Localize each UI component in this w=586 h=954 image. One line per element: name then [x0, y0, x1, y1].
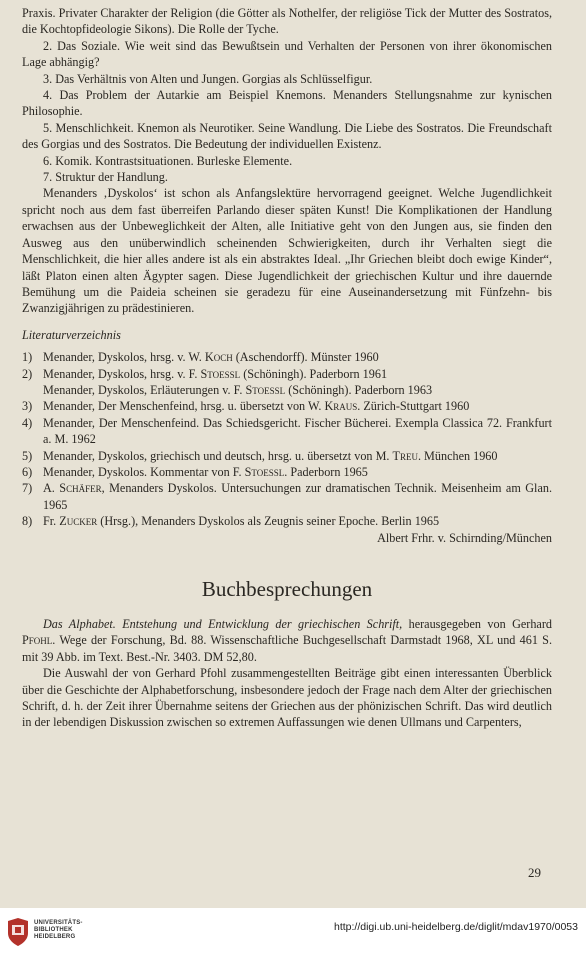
outline-item: 6. Komik. Kontrastsituationen. Burleske Elemente. — [43, 153, 293, 168]
literature-heading: Literaturverzeichnis — [22, 327, 121, 342]
literature-entry: 6) Menander, Dyskolos. Kommentar von F. Stoessl. Paderborn 1965 — [22, 464, 368, 479]
literature-list — [22, 349, 552, 529]
literature-entry: Menander, Dyskolos, Erläuterungen v. F. Stoessl (Schöningh). Paderborn 1963 — [43, 382, 433, 397]
literature-entry: 3) Menander, Der Menschenfeind, hrsg. u. übersetzt von W. Kraus. Zürich-Stuttgart 1960 — [22, 399, 470, 414]
outline-item: 4. Das Problem der Autarkie am Beispiel Knemons. Menanders Stellungsnahme zur kynischen Philosophie. — [22, 88, 552, 119]
library-name: UNIVERSITÄTS- BIBLIOTHEK HEIDELBERG — [34, 920, 83, 940]
literature-entry: 4) Menander, Der Menschenfeind. Das Schiedsgericht. Fischer Bücherei. Exempla Classica 72. Frankfurt a. M. 1962 — [22, 415, 552, 447]
author-signature: Albert Frhr. v. Schirnding/München — [377, 530, 552, 545]
literature-entry: 8) Fr. Zucker (Hrsg.), Menanders Dyskolos als Zeugnis seiner Epoche. Berlin 1965 — [22, 514, 440, 529]
outline-item: 5. Menschlichkeit. Knemon als Neurotiker. Seine Wandlung. Die Liebe des Sostratos. Die Freundschaft des Gorgias und des Sostratos. Die Bedeutung der individuellen Existenz. — [22, 120, 552, 152]
library-logo-icon — [6, 917, 30, 947]
outline-item: 3. Das Verhältnis von Alten und Jungen. Gorgias als Schlüsselfigur. — [43, 71, 373, 86]
page-text — [22, 5, 552, 731]
literature-entry: 7) A. Schäfer, Menanders Dyskolos. Untersuchungen zur dramatischen Technik. Meisenheim am Glan. 1965 — [22, 481, 552, 512]
literature-entry: 2) Menander, Dyskolos, hrsg. v. F. Stoessl (Schöningh). Paderborn 1961 — [22, 366, 388, 381]
outline-item: 7. Struktur der Handlung. — [43, 170, 168, 185]
section-heading: Buchbesprechungen — [201, 577, 373, 601]
outline-item: 2. Das Soziale. Wie weit sind das Bewußtsein und Verhalten der Personen von ihrer ökonomischen Lage abhängig? — [22, 38, 552, 70]
review-citation: Das Alphabet. Entstehung und Entwicklung der griechischen Schrift, herausgegeben von Gerhard Pfohl. Wege der Forschung, Bd. 88. Wissenschaftliche Buchgesellschaft Darmstadt 1968, XL und 461 S. mit 39 Abb. im Text. Best.-Nr. 3403. DM 52,80. — [22, 617, 552, 664]
review-body: Die Auswahl der von Gerhard Pfohl zusammengestellten Beiträge gibt einen interessanten Überblick über die Geschichte der Alphabetforschung, insbesondere jedoch der Frage nach dem Alter der griechischen Schrift, d. h. der Zeit ihrer Übernahme seitens der Griechen aus der phönizischen Schrift. Das wird deutlich in der lebendigen Diskussion zwischen so extremen Auffassungen wie denen Ullmans und Carpenters, — [22, 666, 552, 730]
closing-paragraph: Menanders ‚Dyskolos‘ ist schon als Anfangslektüre hervorragend geeignet. Welche Jugendlichkeit spricht noch aus dem fast überreifen Parlando dieser späten Kunst! Die Komplikationen der Handlung erwachsen aus der Unbeweglichkeit der Alten, alle Initiative geht von den Jungen aus, sie finden den Ausweg aus den unüberwindlich scheinenden Schwierigkeiten, durch ihr Verhalten siegt die Menschlichkeit, die hier alles andere ist als ein abstraktes Ideal. „Ihr Griechen bleibt doch ewige Kinder“, läßt Platon einen alten Ägypter sagen. Diese Jugendlichkeit der griechischen Kultur und ihre dauernde Bemühung um die Paideia scheinen sie geradezu für eine Auseinandersetzung mit Fünfzehn- bis Zwanzigjährigen zu prädestinieren. — [22, 186, 552, 316]
footer-bar — [0, 908, 586, 954]
intro-paragraph: Praxis. Privater Charakter der Religion (die Götter als Nothelfer, der religiöse Tick der Mutter des Sostratos, die Kochtopfideologie Sikons). Die Rolle der Tyche. — [22, 6, 552, 37]
literature-entry: 5) Menander, Dyskolos, griechisch und deutsch, hrsg. u. übersetzt von M. Treu. München 1960 — [22, 448, 498, 463]
literature-entry: 1) Menander, Dyskolos, hrsg. v. W. Koch (Aschendorff). Münster 1960 — [22, 350, 379, 365]
page-number: 29 — [528, 865, 541, 880]
source-url[interactable]: http://digi.ub.uni-heidelberg.de/diglit/mdav1970/0053 — [333, 921, 578, 933]
